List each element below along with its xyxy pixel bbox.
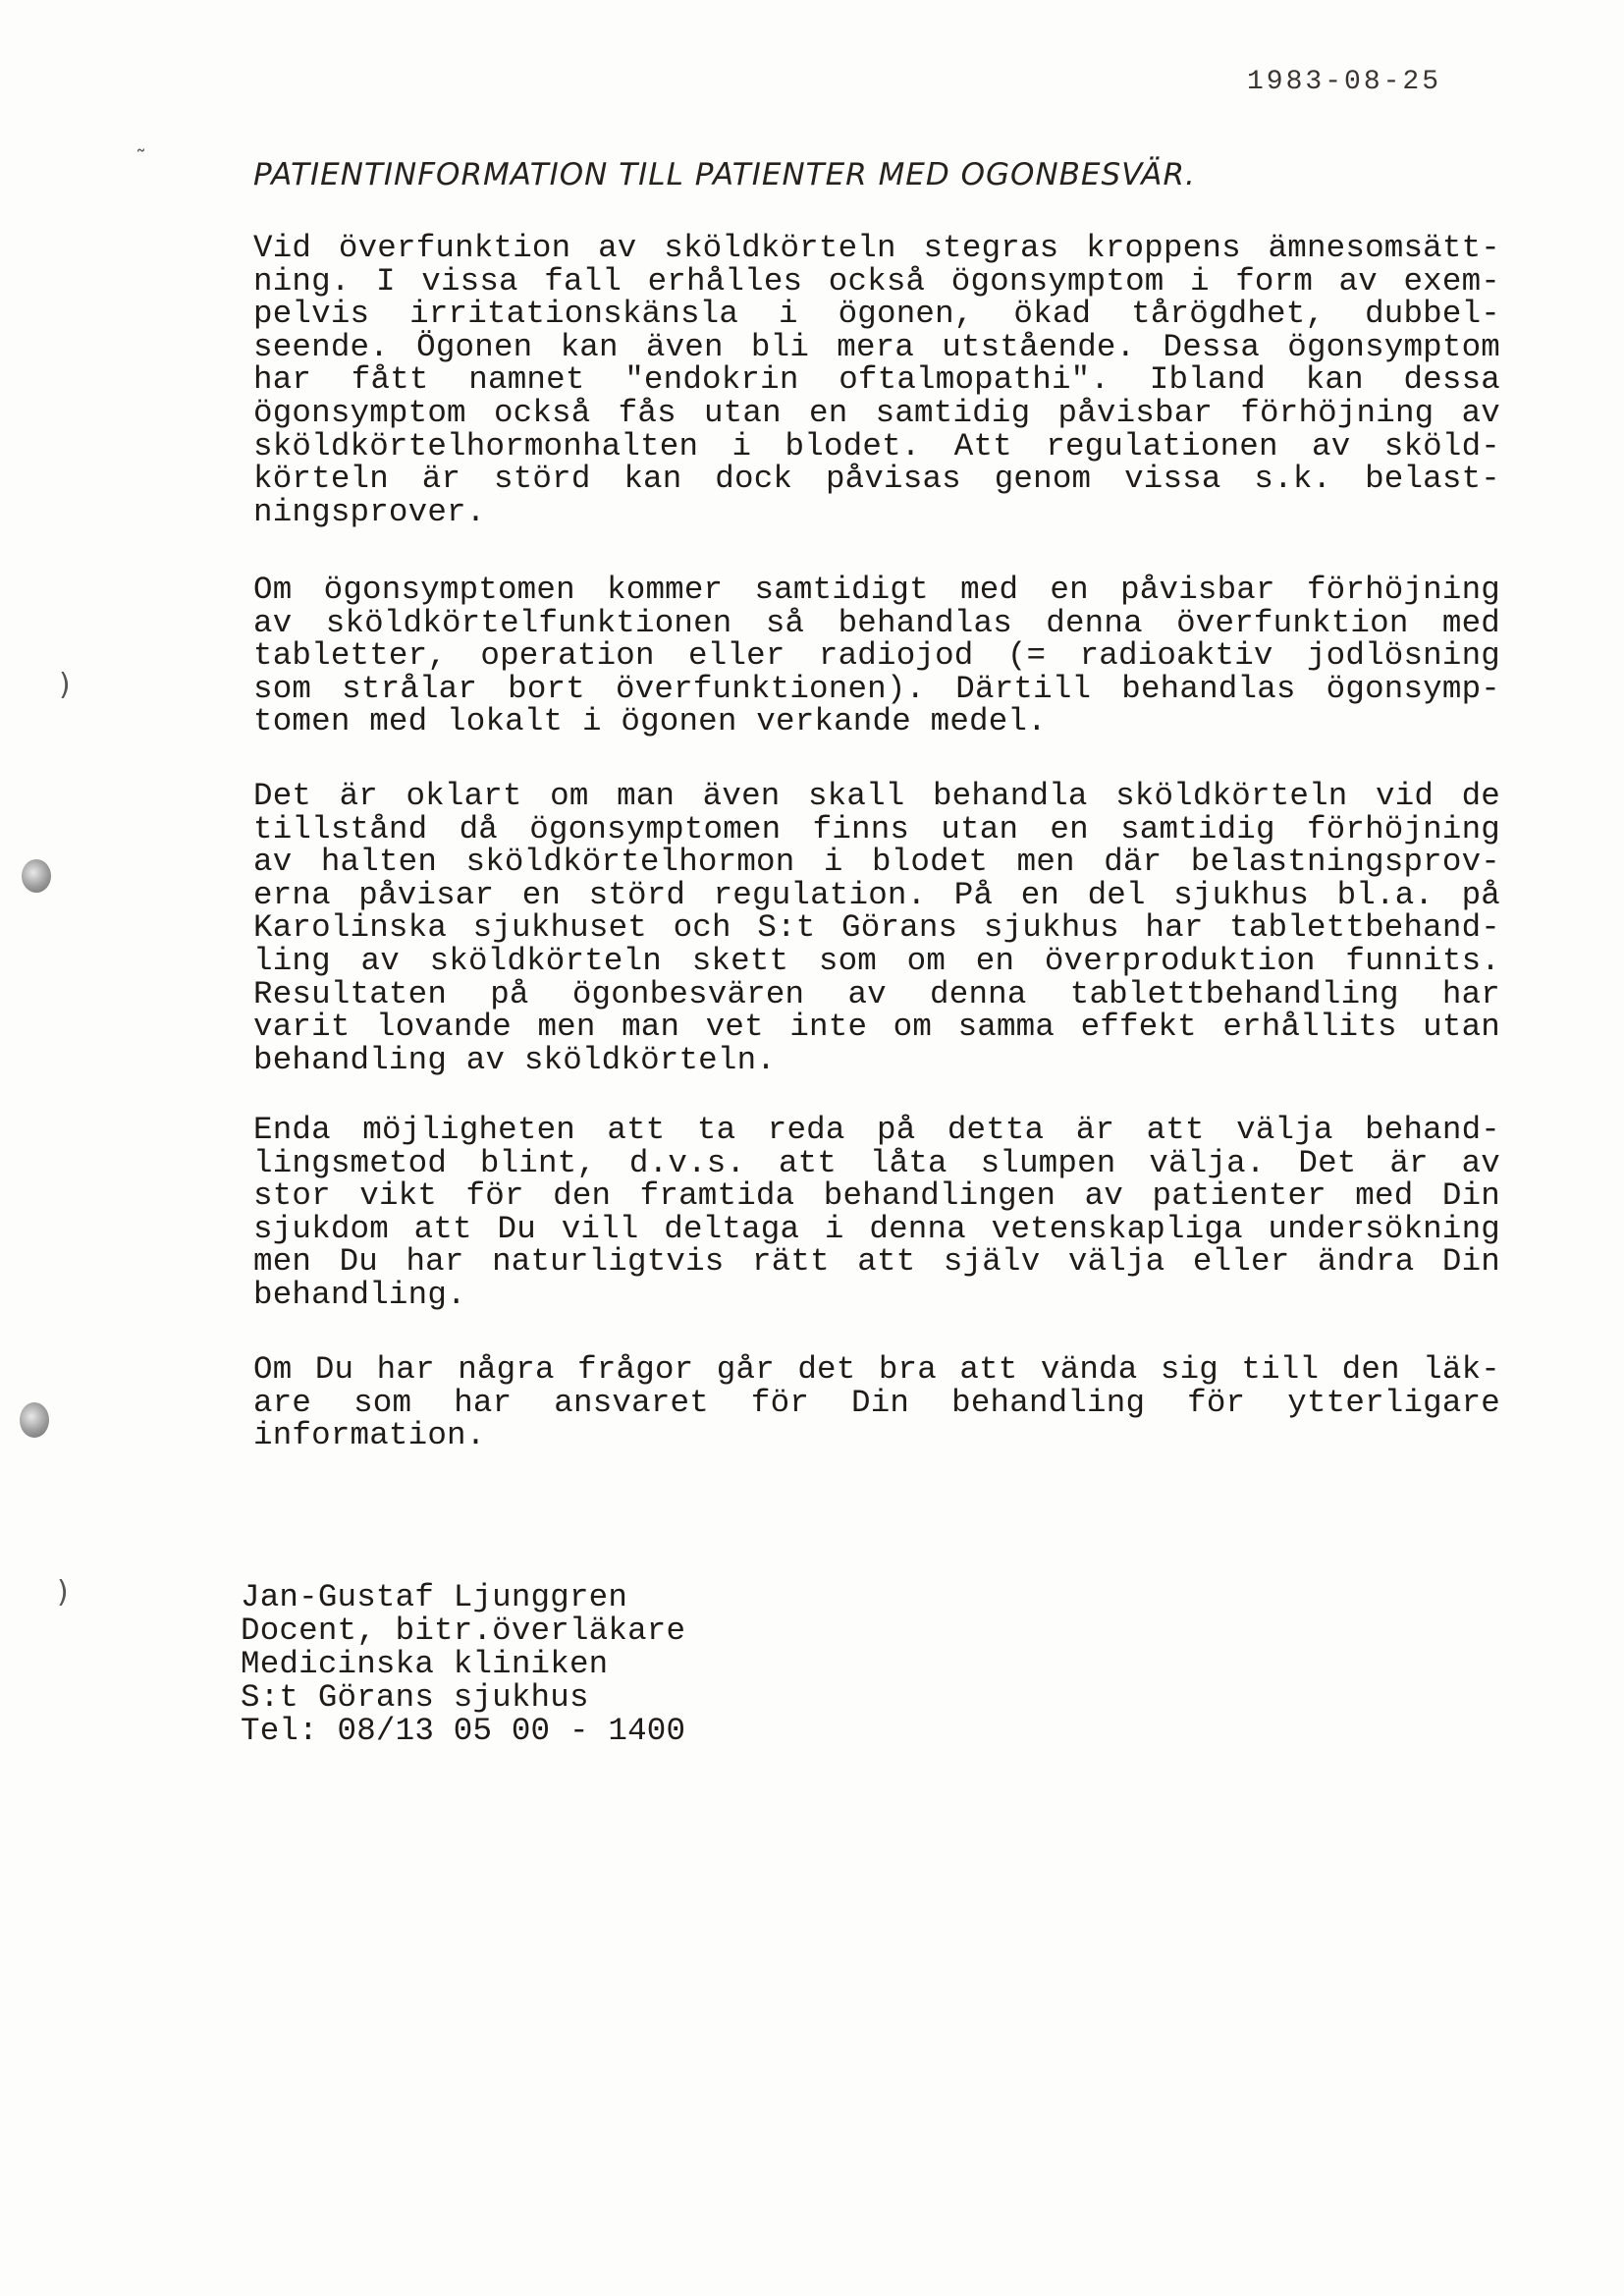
margin-mark-2: ) (57, 1575, 69, 1610)
margin-mark-1: ) (59, 668, 71, 702)
punch-hole-top (22, 859, 51, 893)
document-title: PATIENTINFORMATION TILL PATIENTER MED OGONBESVÄR. (253, 157, 1196, 192)
text-line: av sköldkörtelfunktionen så behandlas denna överfunktion med (253, 604, 1500, 641)
text-line: ning. I vissa fall erhålles också ögonsymptom i form av exem- (253, 262, 1500, 300)
text-line: körteln är störd kan dock påvisas genom vissa s.k. belast- (253, 461, 1500, 498)
text-line: Om Du har några frågor går det bra att vända sig till den läk- (253, 1351, 1500, 1388)
text-line: tillstånd då ögonsymptomen finns utan en samtidig förhöjning (253, 810, 1500, 847)
text-line: tabletter, operation eller radiojod (= radioaktiv jodlösning (253, 637, 1500, 675)
text-line: har fått namnet "endokrin oftalmopathi". Ibland kan dessa (253, 361, 1500, 399)
margin-mark-3: ˜ (135, 147, 146, 172)
text-line: sköldkörtelhormonhalten i blodet. Att regulationen av sköld- (253, 427, 1500, 465)
text-line: Karolinska sjukhuset och S:t Görans sjukhus har tablettbehand- (253, 909, 1500, 947)
text-line: Om ögonsymptomen kommer samtidigt med en påvisbar förhöjning (253, 572, 1500, 608)
paragraph-3 (253, 780, 1500, 1076)
text-line: varit lovande men man vet inte om samma effekt erhållits utan (253, 1009, 1500, 1046)
signature-title: Docent, bitr.överläkare (241, 1613, 686, 1649)
text-line: are som har ansvaret för Din behandling för ytterligare (253, 1384, 1500, 1421)
text-line: men Du har naturligtvis rätt att själv välja eller ändra Din (253, 1243, 1500, 1281)
paragraph-5 (253, 1353, 1500, 1452)
text-line: pelvis irritationskänsla i ögonen, ökad tårögdhet, dubbel- (253, 296, 1500, 333)
text-line: ling av sköldkörteln skett som om en överproduktion funnits. (253, 942, 1500, 979)
paragraph-1 (253, 232, 1500, 528)
signature-department: Medicinska kliniken (241, 1646, 609, 1682)
text-line: ögonsymptom också fås utan en samtidig påvisbar förhöjning av (253, 394, 1500, 431)
text-line: information. (253, 1417, 486, 1454)
signature-hospital: S:t Görans sjukhus (241, 1679, 589, 1716)
text-line: stor vikt för den framtida behandlingen av patienter med Din (253, 1177, 1500, 1215)
paragraph-2 (253, 574, 1500, 738)
punch-hole-bottom (20, 1402, 49, 1438)
signature-block (241, 1581, 685, 1748)
text-line: seende. Ögonen kan även bli mera utstående. Dessa ögonsymptom (253, 328, 1500, 365)
text-line: Enda möjligheten att ta reda på detta är att välja behand- (253, 1112, 1500, 1148)
text-line: tomen med lokalt i ögonen verkande medel. (253, 703, 1047, 740)
text-line: lingsmetod blint, d.v.s. att låta slumpen välja. Det är av (253, 1144, 1500, 1181)
text-line: av halten sköldkörtelhormon i blodet men där belastningsprov- (253, 844, 1500, 881)
text-line: behandling. (253, 1276, 466, 1313)
text-line: Det är oklart om man även skall behandla sköldkörteln vid de (253, 778, 1500, 814)
text-line: som strålar bort överfunktionen). Därtill behandlas ögonsymp- (253, 670, 1500, 707)
signature-name: Jan-Gustaf Ljunggren (241, 1579, 628, 1615)
paragraph-4 (253, 1114, 1500, 1312)
text-line: behandling av sköldkörteln. (253, 1041, 776, 1078)
text-line: erna påvisar en störd regulation. På en del sjukhus bl.a. på (253, 876, 1500, 913)
text-line: ningsprover. (253, 493, 486, 530)
document-date: 1983-08-25 (1247, 67, 1442, 97)
text-line: Vid överfunktion av sköldkörteln stegras kroppens ämnesomsätt- (253, 230, 1500, 266)
signature-phone: Tel: 08/13 05 00 - 1400 (241, 1713, 686, 1749)
text-line: sjukdom att Du vill deltaga i denna vetenskapliga undersökning (253, 1210, 1500, 1247)
text-line: Resultaten på ögonbesvären av denna tablettbehandling har (253, 975, 1500, 1012)
